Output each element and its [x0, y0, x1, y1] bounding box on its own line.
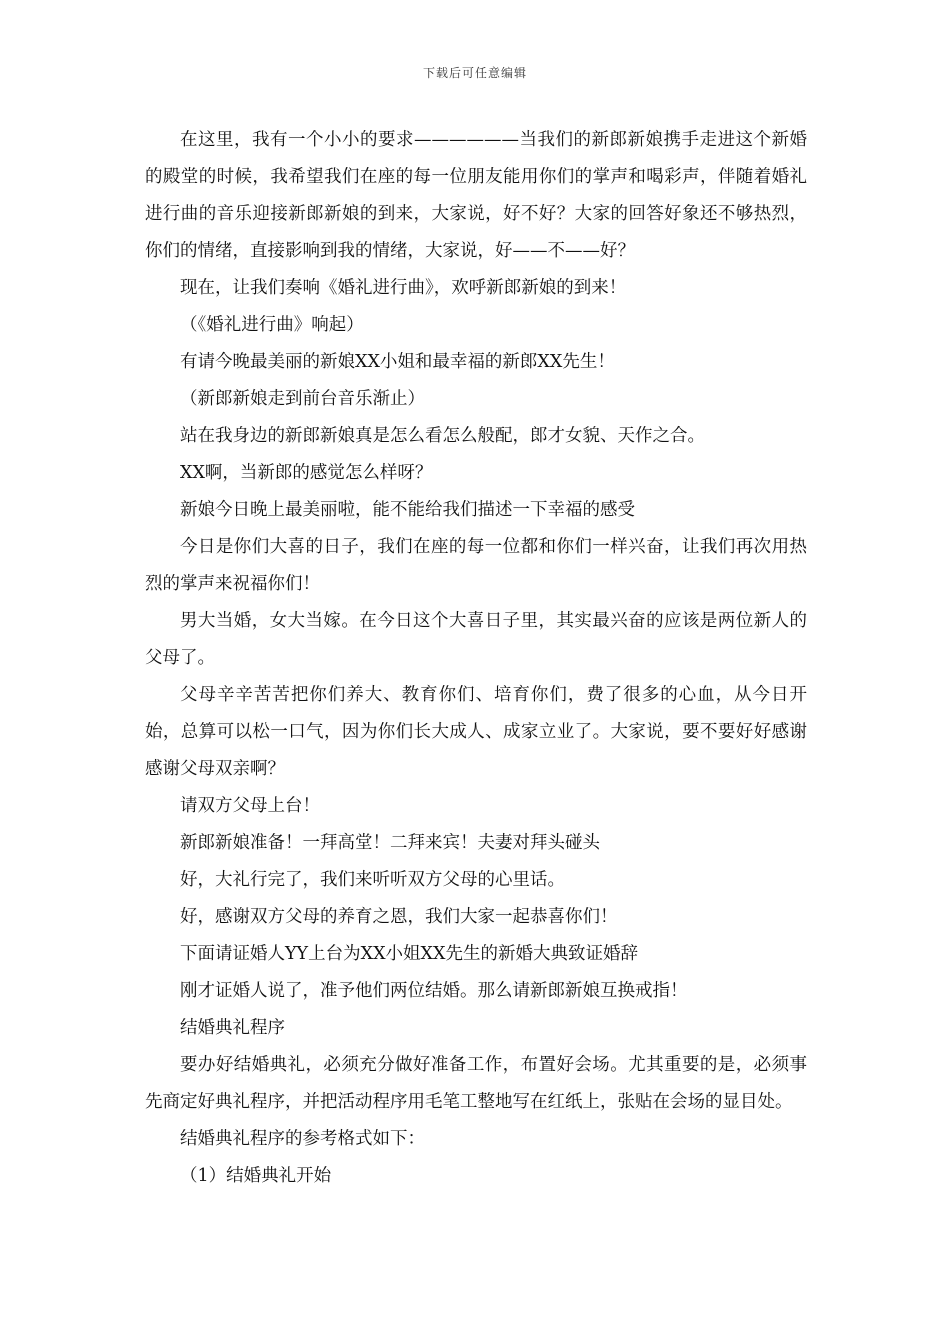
- paragraph: 结婚典礼程序的参考格式如下：: [180, 1129, 425, 1149]
- paragraph: 现在，让我们奏响《婚礼进行曲》，欢呼新郎新娘的到来！: [180, 278, 627, 298]
- document-body: [145, 122, 807, 1195]
- paragraph: XX啊，当新郎的感觉怎么样呀？: [180, 463, 433, 483]
- paragraph: 好，大礼行完了，我们来听听双方父母的心里话。: [180, 870, 565, 890]
- paragraph: 新娘今日晚上最美丽啦，能不能给我们描述一下幸福的感受: [180, 500, 635, 520]
- paragraph: （新郎新娘走到前台音乐渐止）: [180, 389, 425, 409]
- paragraph: 有请今晚最美丽的新娘XX小姐和最幸福的新郎XX先生！: [180, 352, 615, 372]
- list-item: （1）结婚典礼开始: [180, 1166, 332, 1186]
- paragraph: 好，感谢双方父母的养育之恩，我们大家一起恭喜你们！: [180, 907, 618, 927]
- paragraph: 要办好结婚典礼，必须充分做好准备工作，布置好会场。尤其重要的是，必须事先商定好典礼程序，并把活动程序用毛笔工整地写在红纸上，张贴在会场的显目处。: [145, 1055, 807, 1112]
- paragraph: 下面请证婚人YY上台为XX小姐XX先生的新婚大典致证婚辞: [180, 944, 638, 964]
- paragraph: 站在我身边的新郎新娘真是怎么看怎么般配，郎才女貌、天作之合。: [180, 426, 705, 446]
- paragraph: 父母辛辛苦苦把你们养大、教育你们、培育你们，费了很多的心血，从今日开始，总算可以松一口气，因为你们长大成人、成家立业了。大家说，要不要好好感谢感谢父母双亲啊？: [145, 685, 807, 779]
- paragraph: 在这里，我有一个小小的要求——————当我们的新郎新娘携手走进这个新婚的殿堂的时候，我希望我们在座的每一位朋友能用你们的掌声和喝彩声，伴随着婚礼进行曲的音乐迎接新郎新娘的到来，大家说，好不好？大家的回答好象还不够热烈，你们的情绪，直接影响到我的情绪，大家说，好——不——好？: [145, 130, 807, 261]
- paragraph: 今日是你们大喜的日子，我们在座的每一位都和你们一样兴奋，让我们再次用热烈的掌声来祝福你们！: [145, 537, 807, 594]
- paragraph: 刚才证婚人说了，准予他们两位结婚。那么请新郎新娘互换戒指！: [180, 981, 688, 1001]
- paragraph: 男大当婚，女大当嫁。在今日这个大喜日子里，其实最兴奋的应该是两位新人的父母了。: [145, 611, 807, 668]
- paragraph: （《婚礼进行曲》响起）: [180, 315, 364, 335]
- paragraph: 请双方父母上台！: [180, 796, 320, 816]
- section-heading: 结婚典礼程序: [180, 1018, 285, 1038]
- page-header: 下载后可任意编辑: [422, 66, 527, 80]
- paragraph: 新郎新娘准备！一拜高堂！二拜来宾！夫妻对拜头碰头: [180, 833, 600, 853]
